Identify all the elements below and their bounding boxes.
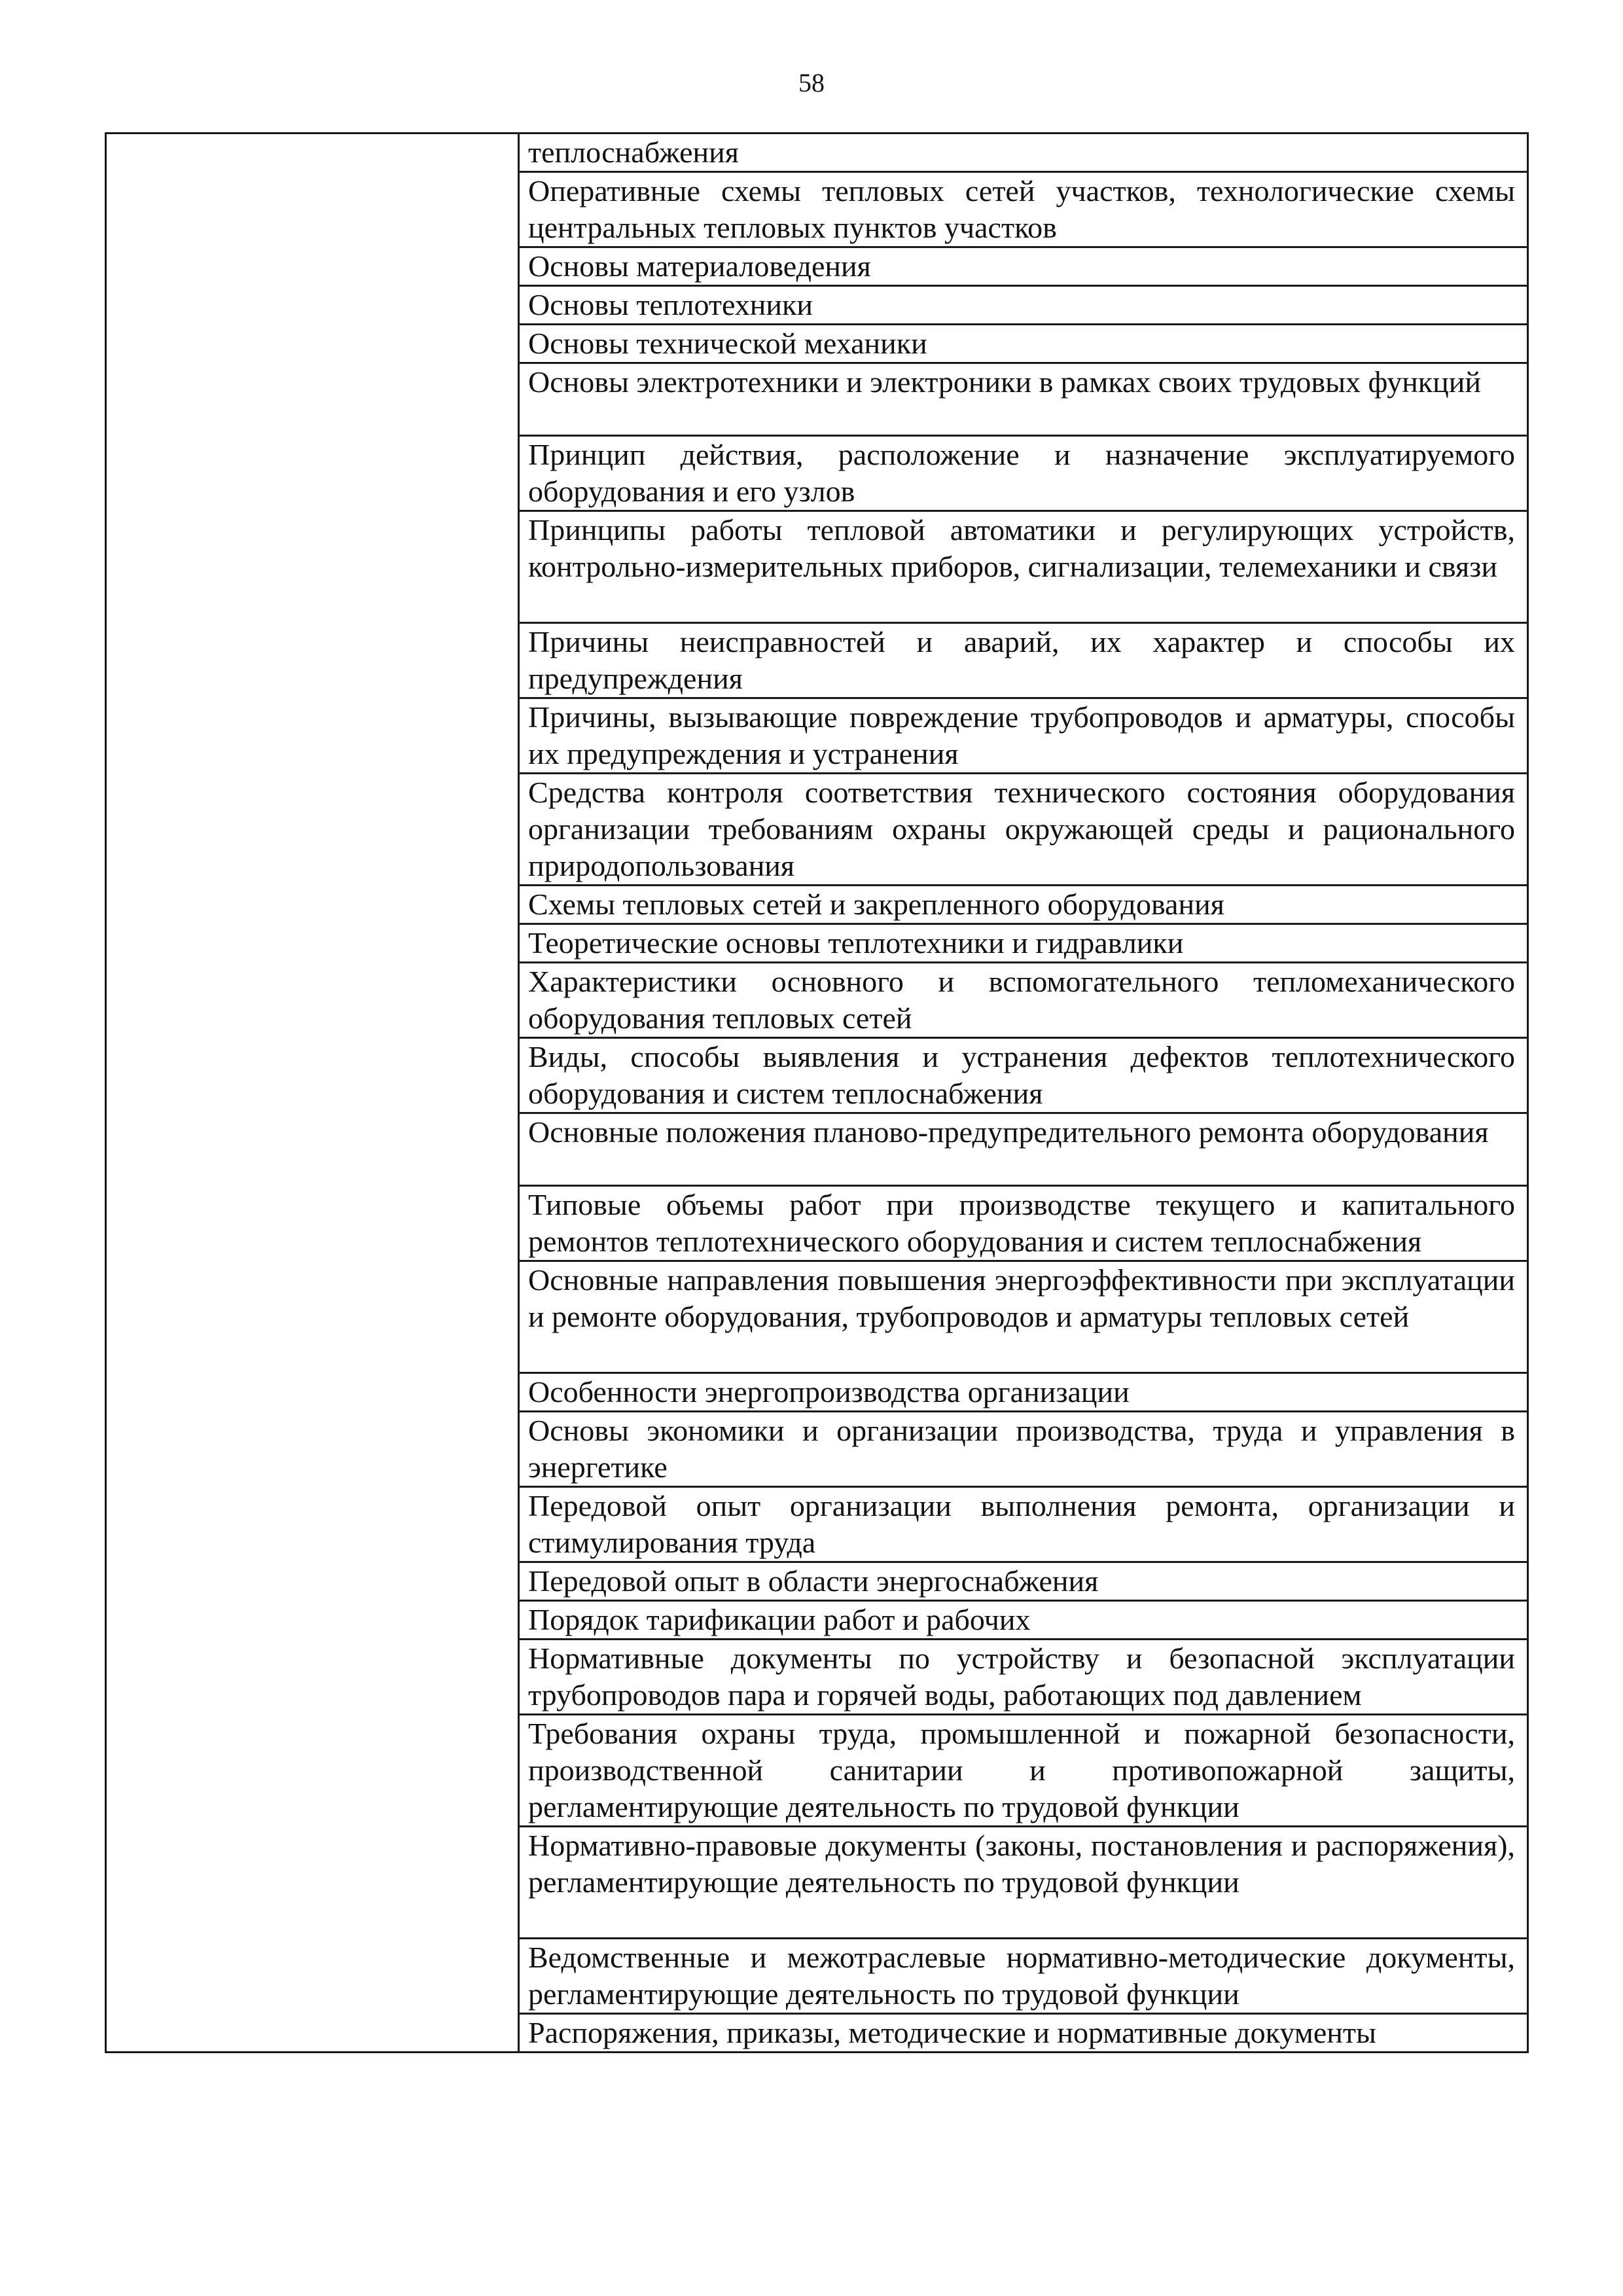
table-cell: Основы материаловедения (519, 247, 1528, 286)
table-row (106, 134, 1528, 172)
table-cell: Причины, вызывающие повреждение трубопроводов и арматуры, способы их предупреждения и устранения (519, 698, 1528, 774)
table-cell: Нормативные документы по устройству и безопасной эксплуатации трубопроводов пара и горячей воды, работающих под давлением (519, 1640, 1528, 1715)
left-cell (106, 134, 519, 2053)
table-cell: Основы теплотехники (519, 286, 1528, 325)
table-cell: Основы экономики и организации производства, труда и управления в энергетике (519, 1412, 1528, 1487)
table-cell: Типовые объемы работ при производстве текущего и капитального ремонтов теплотехнического оборудования и систем теплоснабжения (519, 1186, 1528, 1261)
table-cell: Ведомственные и межотраслевые нормативно-методические документы, регламентирующие деятельность по трудовой функции (519, 1939, 1528, 2014)
table-cell: Принцип действия, расположение и назначение эксплуатируемого оборудования и его узлов (519, 436, 1528, 511)
page-number: 58 (798, 68, 825, 98)
table-cell: Порядок тарификации работ и рабочих (519, 1601, 1528, 1640)
table-cell: теплоснабжения (519, 134, 1528, 172)
table-cell: Распоряжения, приказы, методические и нормативные документы (519, 2014, 1528, 2053)
table-cell: Особенности энергопроизводства организации (519, 1373, 1528, 1412)
table-cell: Характеристики основного и вспомогательного тепломеханического оборудования тепловых сетей (519, 963, 1528, 1038)
table-cell: Нормативно-правовые документы (законы, постановления и распоряжения), регламентирующие деятельность по трудовой функции (519, 1827, 1528, 1939)
table-cell: Передовой опыт организации выполнения ремонта, организации и стимулирования труда (519, 1487, 1528, 1562)
table-cell: Средства контроля соответствия технического состояния оборудования организации требованиям охраны окружающей среды и рационального природопользования (519, 774, 1528, 886)
table-cell: Теоретические основы теплотехники и гидравлики (519, 924, 1528, 963)
table-cell: Передовой опыт в области энергоснабжения (519, 1562, 1528, 1601)
table-cell: Схемы тепловых сетей и закрепленного оборудования (519, 886, 1528, 924)
table-cell: Оперативные схемы тепловых сетей участков, технологические схемы центральных тепловых пунктов участков (519, 172, 1528, 247)
table-cell: Виды, способы выявления и устранения дефектов теплотехнического оборудования и систем теплоснабжения (519, 1038, 1528, 1113)
table-cell: Причины неисправностей и аварий, их характер и способы их предупреждения (519, 623, 1528, 698)
table-cell: Основы технической механики (519, 325, 1528, 363)
table-cell: Основные положения планово-предупредительного ремонта оборудования (519, 1113, 1528, 1186)
table-cell: Основные направления повышения энергоэффективности при эксплуатации и ремонте оборудования, трубопроводов и арматуры тепловых сетей (519, 1261, 1528, 1373)
table-cell: Требования охраны труда, промышленной и пожарной безопасности, производственной санитарии и противопожарной защиты, регламентирующие деятельность по трудовой функции (519, 1715, 1528, 1827)
table-cell: Основы электротехники и электроники в рамках своих трудовых функций (519, 363, 1528, 436)
knowledge-table (105, 132, 1529, 2053)
table-cell: Принципы работы тепловой автоматики и регулирующих устройств, контрольно-измерительных приборов, сигнализации, телемеханики и связи (519, 511, 1528, 623)
